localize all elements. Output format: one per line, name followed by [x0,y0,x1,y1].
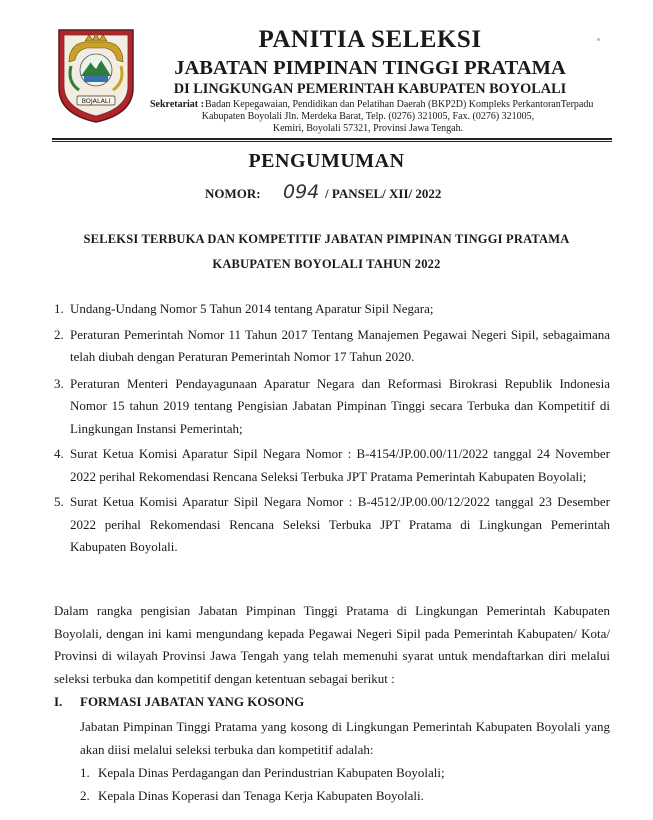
list-item-number: 1. [80,765,90,780]
announcement-subtitle-line-1: SELEKSI TERBUKA DAN KOMPETITIF JABATAN PIMPINAN TINGGI PRATAMA [83,232,570,246]
nomor-label: NOMOR: [205,186,261,201]
nomor-suffix: / PANSEL/ XII/ 2022 [325,186,442,201]
list-item [54,324,610,369]
list-item [54,298,610,321]
list-item-number: 5. [54,494,64,509]
emblem-text: BOJALALI [81,98,111,105]
boyolali-emblem [55,26,137,124]
letterhead-divider-thick [52,138,612,140]
list-item-number: 2. [54,326,64,342]
list-item-number: 4. [54,446,64,461]
list-item-text: Kepala Dinas Koperasi dan Tenaga Kerja Kabupaten Boyolali. [98,787,424,803]
list-item [80,785,445,808]
list-item [54,443,610,488]
secretariat-line-2: Kabupaten Boyolali Jln. Merdeka Barat, Telp. (0276) 321005, Fax. (0276) 321005, [201,111,535,122]
list-item-number: 2. [80,787,90,803]
list-item-number: 1. [54,301,64,316]
announcement-heading: PENGUMUMAN [248,150,405,172]
list-item-text: Surat Ketua Komisi Aparatur Sipil Negara Nomor : B-4154/JP.00.00/11/2022 tanggal 24 November 2022 perihal Rekomendasi Rencana Seleksi Terbuka JPT Pratama Pemerintah Kabupaten Boyolali; [70,446,610,484]
secretariat-line-3: Kemiri, Boyolali 57321, Provinsi Jawa Tengah. [272,123,464,134]
scan-speck [597,38,600,41]
section-body: Jabatan Pimpinan Tinggi Pratama yang kosong di Lingkungan Pemerintah Kabupaten Boyolali yang akan diisi melalui seleksi terbuka dan kompetitif adalah: [80,719,610,757]
list-item-text: Peraturan Pemerintah Nomor 11 Tahun 2017 Tentang Manajemen Pegawai Negeri Sipil, sebagaimana telah diubah dengan Peraturan Pemerintah Nomor 17 Tahun 2020. [70,326,610,364]
position-list [80,762,445,807]
list-item-text: Surat Ketua Komisi Aparatur Sipil Negara Nomor : B-4512/JP.00.00/12/2022 tanggal 23 Desember 2022 perihal Rekomendasi Rencana Seleksi Terbuka JPT Pratama di Lingkungan Pemerintah Kabupaten Boyolali. [70,494,610,554]
list-item [54,373,610,441]
letterhead-title: PANITIA SELEKSI [258,26,482,53]
intro-paragraph: Dalam rangka pengisian Jabatan Pimpinan Tinggi Pratama di Lingkungan Pemerintah Kabupaten Boyolali, dengan ini kami mengundang kepada Pegawai Negeri Sipil pada Pemerintah Kabupaten/ Kota/ Provinsi di wilayah Provinsi Jawa Tengah yang telah memenuhi syarat untuk mendaftarkan diri melalui seleksi terbuka dan kompetitif dengan ketentuan sebagai berikut : [54,603,610,686]
letterhead-org: DI LINGKUNGAN PEMERINTAH KABUPATEN BOYOLALI [173,81,567,97]
list-item [80,762,445,785]
list-item-text: Kepala Dinas Perdagangan dan Perindustrian Kabupaten Boyolali; [98,765,445,780]
secretariat-line-1: Badan Kepegawaian, Pendidikan dan Pelatihan Daerah (BKP2D) Kompleks PerkantoranTerpadu [205,99,594,110]
letterhead-subtitle: JABATAN PIMPINAN TINGGI PRATAMA [174,57,566,79]
section-number: I. [54,694,63,709]
letterhead-divider-thin [52,141,612,142]
section-title: FORMASI JABATAN YANG KOSONG [80,694,305,709]
list-item-text: Peraturan Menteri Pendayagunaan Aparatur Negara dan Reformasi Birokrasi Republik Indonesia Nomor 15 tahun 2019 tentang Pengisian Jabatan Pimpinan Tinggi secara Terbuka dan Kompetitif di Lingkungan Instansi Pemerintah; [70,375,610,436]
list-item [54,491,610,559]
nomor-handwritten-number: 094 [283,181,320,203]
list-item-text: Undang-Undang Nomor 5 Tahun 2014 tentang Aparatur Sipil Negara; [70,301,434,316]
list-item-number: 3. [54,375,64,391]
secretariat-label: Sekretariat : [150,99,204,110]
announcement-subtitle-line-2: KABUPATEN BOYOLALI TAHUN 2022 [212,257,441,271]
section-heading [54,694,304,710]
reference-list [54,298,610,559]
